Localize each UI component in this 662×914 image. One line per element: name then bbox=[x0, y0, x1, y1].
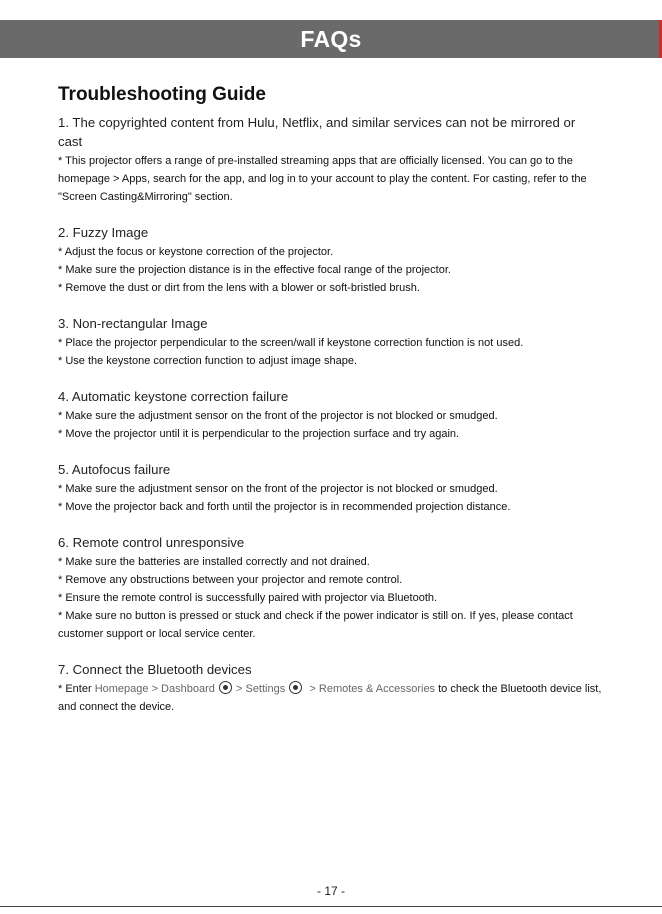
section-line: * Adjust the focus or keystone correction of the projector. bbox=[58, 246, 334, 258]
menu-path-homepage: Homepage > Dashboard bbox=[94, 683, 215, 695]
section-line: * Make sure no button is pressed or stuck and check if the power indicator is still on. If yes, please contact customer support or local service center. bbox=[58, 610, 573, 640]
faq-section-2 bbox=[58, 223, 603, 297]
section-line: * Make sure the projection distance is in the effective focal range of the projector. bbox=[58, 264, 451, 276]
footer-rule bbox=[0, 906, 662, 907]
section-line: * Remove the dust or dirt from the lens with a blower or soft-bristled brush. bbox=[58, 282, 420, 294]
page-header-title: FAQs bbox=[300, 25, 362, 52]
section-title: 2. Fuzzy Image bbox=[58, 225, 149, 240]
menu-path-remotes: > Remotes & Accessories bbox=[309, 683, 436, 695]
section-title: 4. Automatic keystone correction failure bbox=[58, 389, 289, 404]
section-line: * Use the keystone correction function to adjust image shape. bbox=[58, 355, 358, 367]
section-line: * Make sure the batteries are installed correctly and not drained. bbox=[58, 556, 370, 568]
section-line: * Ensure the remote control is successfully paired with projector via Bluetooth. bbox=[58, 592, 438, 604]
guide-title: Troubleshooting Guide bbox=[58, 84, 266, 105]
menu-path-settings: > Settings bbox=[236, 683, 286, 695]
page-number: - 17 - bbox=[316, 884, 345, 898]
faq-section-4 bbox=[58, 387, 603, 443]
section-line: * Make sure the adjustment sensor on the front of the projector is not blocked or smudged. bbox=[58, 483, 498, 495]
section-title: 1. The copyrighted content from Hulu, Netflix, and similar services can not be mirrored or cast bbox=[58, 115, 576, 149]
section-line: * Remove any obstructions between your projector and remote control. bbox=[58, 574, 403, 586]
section-line bbox=[58, 680, 603, 716]
header-bar bbox=[0, 20, 662, 58]
content bbox=[58, 84, 603, 733]
section-line: * Move the projector back and forth until the projector is in recommended projection distance. bbox=[58, 501, 511, 513]
faq-section-1 bbox=[58, 113, 603, 206]
section-title: 7. Connect the Bluetooth devices bbox=[58, 662, 252, 677]
faq-sections bbox=[58, 113, 603, 643]
section-line: * Make sure the adjustment sensor on the front of the projector is not blocked or smudged. bbox=[58, 410, 498, 422]
section-7-tail: to check the Bluetooth device list, and connect the device. bbox=[58, 683, 602, 713]
circle-dot-icon bbox=[219, 681, 232, 694]
faq-section-6 bbox=[58, 533, 603, 643]
circle-dot-icon bbox=[289, 681, 302, 694]
faq-section-3 bbox=[58, 314, 603, 370]
section-title: 6. Remote control unresponsive bbox=[58, 535, 245, 550]
section-title: 3. Non-rectangular Image bbox=[58, 316, 208, 331]
section-line: * Place the projector perpendicular to the screen/wall if keystone correction function is not used. bbox=[58, 337, 524, 349]
faq-section-5 bbox=[58, 460, 603, 516]
section-line: * Move the projector until it is perpendicular to the projection surface and try again. bbox=[58, 428, 460, 440]
enter-text: * Enter bbox=[58, 683, 92, 695]
section-line: * This projector offers a range of pre-installed streaming apps that are officially licensed. You can go to the homepage > Apps, search for the app, and log in to your account to play the content. For casting, refer to the "Screen Casting&Mirroring" section. bbox=[58, 155, 587, 203]
faq-section-7 bbox=[58, 660, 603, 716]
section-title: 5. Autofocus failure bbox=[58, 462, 171, 477]
